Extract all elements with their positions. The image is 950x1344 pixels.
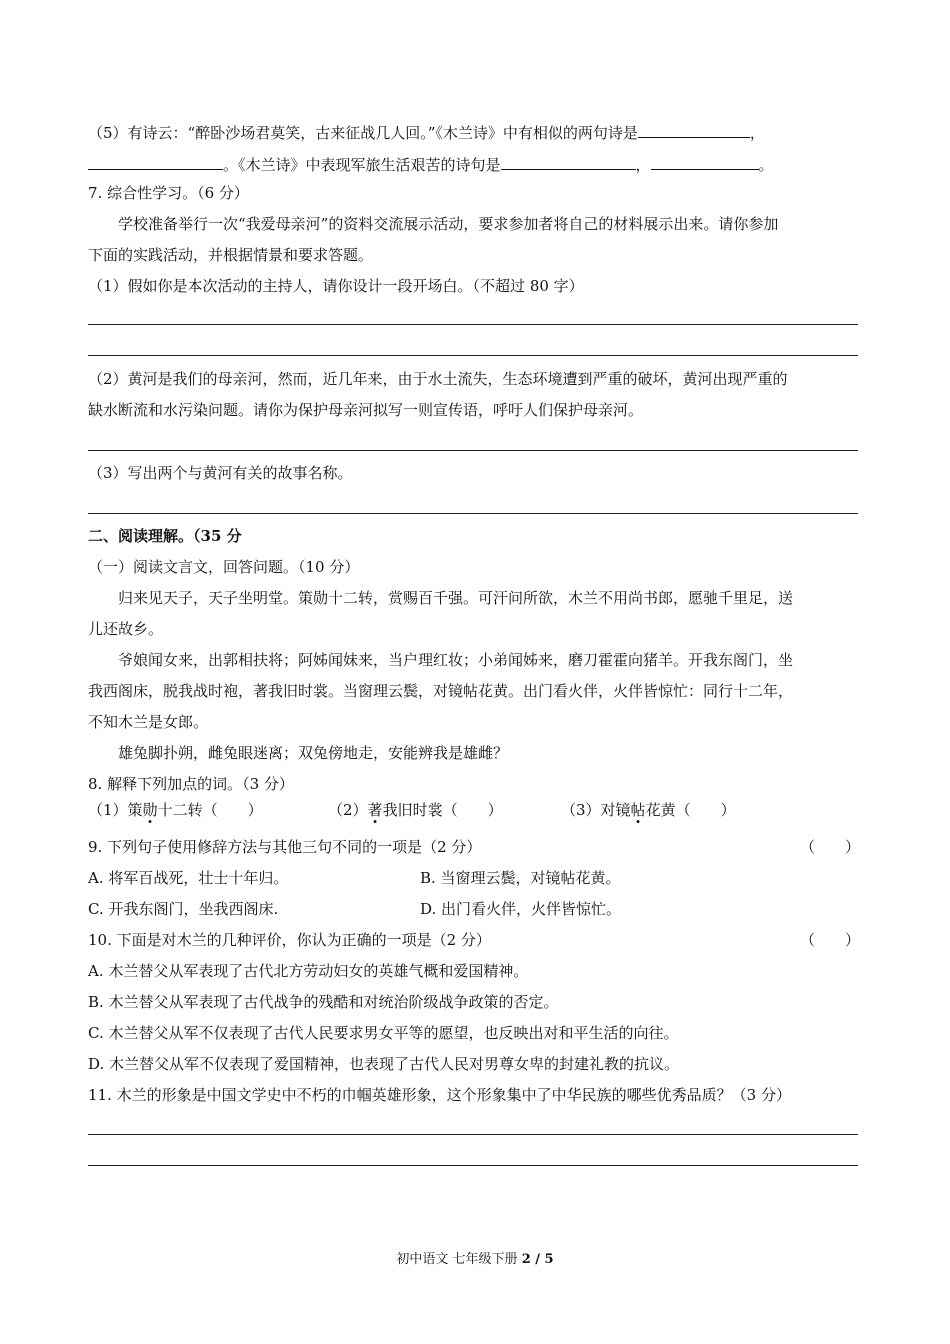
q9-option-a: A. 将军百战死，壮士十年归。 (88, 869, 289, 887)
passage-p2-line2: 我西阁床，脱我战时袍，著我旧时裳。当窗理云鬓，对镜帖花黄。出门看火伴，火伴皆惊忙：同行十二年， (88, 682, 794, 700)
q9-option-d: D. 出门看火伴，火伴皆惊忙。 (420, 900, 622, 918)
q8-item-2: （2）著我旧时裳（ ） (328, 801, 503, 819)
answer-blank[interactable] (638, 121, 750, 138)
q7-title: 7. 综合性学习。（6 分） (88, 184, 249, 202)
passage-p3: 雄兔脚扑朔，雌兔眼迷离；双兔傍地走，安能辨我是雄雌？ (118, 744, 509, 762)
answer-line[interactable] (88, 324, 858, 325)
q10-answer-paren[interactable]: （ ） (800, 931, 861, 949)
page-number: 2 / 5 (521, 1252, 554, 1267)
q9-title: 9. 下列句子使用修辞方法与其他三句不同的一项是（2 分） (88, 838, 482, 856)
q9-option-c: C. 开我东阁门，坐我西阁床. (88, 900, 279, 918)
answer-line[interactable] (88, 355, 858, 356)
answer-blank[interactable] (88, 153, 223, 170)
passage-p1-line1: 归来见天子，天子坐明堂。策勋十二转，赏赐百千强。可汗问所欲，木兰不用尚书郎，愿驰千里足，送 (118, 589, 794, 607)
q8-item-3: （3）对镜帖花黄（ ） (561, 801, 736, 819)
q7-intro-line2: 下面的实践活动，并根据情景和要求答题。 (88, 246, 374, 264)
q10-option-c: C. 木兰替父从军不仅表现了古代人民要求男女平等的愿望，也反映出对和平生活的向往。 (88, 1024, 679, 1042)
q11-title: 11. 木兰的形象是中国文学史中不朽的巾帼英雄形象，这个形象集中了中华民族的哪些优秀品质？（3 分） (88, 1086, 791, 1104)
q6-5-line1: （5）有诗云：“醉卧沙场君莫笑，古来征战几人回。”《木兰诗》中有相似的两句诗是 ， (88, 121, 765, 143)
q8-item-1: （1）策勋十二转（ ） (88, 801, 263, 819)
answer-line[interactable] (88, 1165, 858, 1166)
exam-page (88, 0, 860, 1344)
page-footer (0, 1248, 950, 1267)
answer-line[interactable] (88, 1134, 858, 1135)
q10-option-d: D. 木兰替父从军不仅表现了爱国精神，也表现了古代人民对男尊女卑的封建礼教的抗议。 (88, 1055, 680, 1073)
q9-option-b: B. 当窗理云鬓，对镜帖花黄。 (420, 869, 621, 887)
q7-sub3: （3）写出两个与黄河有关的故事名称。 (88, 464, 353, 482)
section2-part1: （一）阅读文言文，回答问题。（10 分） (88, 558, 360, 576)
q7-sub2-line1: （2）黄河是我们的母亲河，然而，近几年来，由于水土流失，生态环境遭到严重的破坏，黄河出现严重的 (88, 370, 788, 388)
q10-title: 10. 下面是对木兰的几种评价，你认为正确的一项是（2 分） (88, 931, 491, 949)
passage-p2-line3: 不知木兰是女郎。 (88, 713, 209, 731)
passage-p1-line2: 儿还故乡。 (88, 620, 164, 638)
q10-option-b: B. 木兰替父从军表现了古代战争的残酷和对统治阶级战争政策的否定。 (88, 993, 559, 1011)
q9-answer-paren[interactable]: （ ） (800, 838, 861, 856)
answer-line[interactable] (88, 513, 858, 514)
q7-intro-line1: 学校准备举行一次“我爱母亲河”的资料交流展示活动，要求参加者将自己的材料展示出来。请你参加 (118, 215, 779, 233)
q8-items (88, 800, 263, 820)
q7-sub1: （1）假如你是本次活动的主持人，请你设计一段开场白。（不超过 80 字） (88, 277, 584, 295)
section2-title: 二、阅读理解。（35 分 (88, 527, 242, 545)
footer-label: 初中语文 七年级下册 (396, 1252, 522, 1267)
answer-line[interactable] (88, 450, 858, 451)
answer-blank[interactable] (651, 153, 759, 170)
answer-blank[interactable] (501, 153, 636, 170)
q7-sub2-line2: 缺水断流和水污染问题。请你为保护母亲河拟写一则宣传语，呼吁人们保护母亲河。 (88, 401, 644, 419)
q6-5-line2: 。《木兰诗》中表现军旅生活艰苦的诗句是 ， 。 (88, 153, 774, 175)
q8-title: 8. 解释下列加点的词。（3 分） (88, 775, 294, 793)
passage-p2-line1: 爷娘闻女来，出郭相扶将；阿姊闻妹来，当户理红妆；小弟闻姊来，磨刀霍霍向猪羊。开我东阁门，坐 (118, 651, 794, 669)
q10-option-a: A. 木兰替父从军表现了古代北方劳动妇女的英雄气概和爱国精神。 (88, 962, 529, 980)
